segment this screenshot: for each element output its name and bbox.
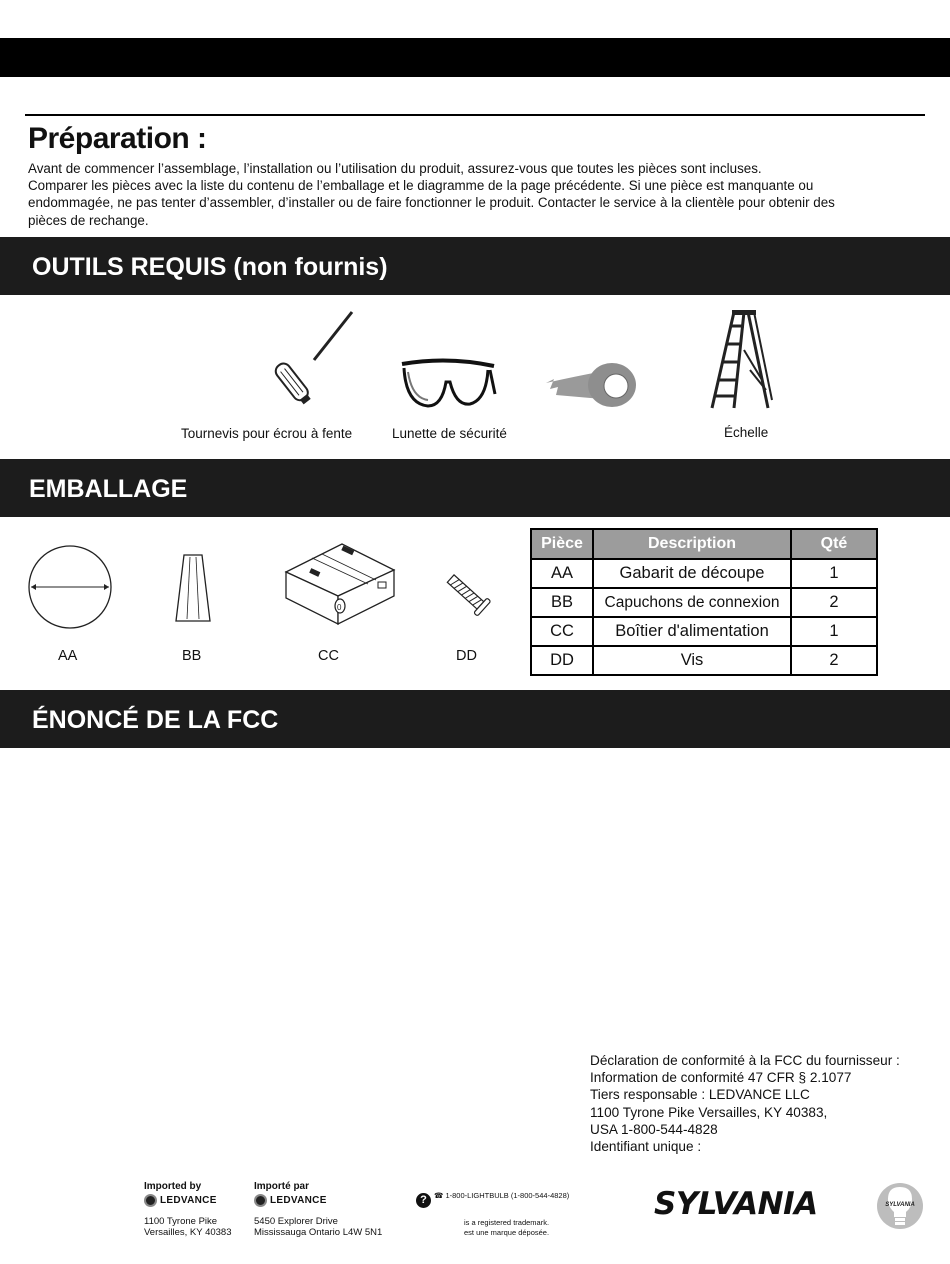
table-header-row [531,529,877,559]
table-row [531,646,877,675]
packaging-heading: EMBALLAGE [0,459,950,517]
table-cell: Gabarit de découpe [593,559,791,588]
preparation-line: endommagée, ne pas tenter d’assembler, d’installer ou de faire fonctionner le produit. Contacter le service à la clientèle pour obtenir des [28,195,835,211]
ledvance-logo-icon [144,1194,157,1207]
table-header: Qté [791,529,877,559]
table-row [531,617,877,646]
preparation-line: Comparer les pièces avec la liste du contenu de l’emballage et le diagramme de la page précédente. Si une pièce est manquante ou [28,178,814,194]
ca-address-line: 5450 Explorer Drive [254,1216,338,1227]
table-cell: 2 [791,646,877,675]
table-cell: Boîtier d'alimentation [593,617,791,646]
help-icon: ? [416,1193,431,1208]
table-header: Pièce [531,529,593,559]
tools-heading: OUTILS REQUIS (non fournis) [0,237,950,295]
ledvance-logo-ca [254,1194,327,1207]
ladder-icon [706,310,776,410]
ledvance-logo-text: LEDVANCE [270,1195,327,1206]
table-cell: AA [531,559,593,588]
table-cell: Capuchons de connexion [593,588,791,617]
bulb-logo-text: SYLVANIA [885,1202,915,1208]
phone-number: 1-800-LIGHTBULB (1-800-544-4828) [445,1191,570,1200]
preparation-title: Préparation : [28,122,207,155]
parts-table [530,528,878,676]
table-row [531,588,877,617]
table-header: Description [593,529,791,559]
fcc-line: Déclaration de conformité à la FCC du fournisseur : [590,1053,900,1068]
table-cell: BB [531,588,593,617]
preparation-line: pièces de rechange. [28,212,149,228]
ca-address [254,1216,382,1238]
wire-connector-icon [174,553,214,625]
header-rule [25,114,925,116]
part-label-dd: DD [456,648,477,664]
ledvance-logo-text: LEDVANCE [160,1195,217,1206]
part-label-bb: BB [182,648,202,664]
table-cell: DD [531,646,593,675]
tool-label-screwdriver: Tournevis pour écrou à fente [181,426,353,441]
trademark-note [464,1218,549,1238]
part-label-cc: CC [318,648,339,664]
tape-icon [542,355,642,411]
screw-icon [444,566,496,626]
phone-line [434,1191,569,1201]
fcc-line: USA 1-800-544-4828 [590,1121,718,1137]
tool-label-ladder: Échelle [724,425,769,440]
us-address-line: 1100 Tyrone Pike [144,1216,218,1227]
us-address [144,1216,232,1238]
fcc-line: Information de conformité 47 CFR § 2.1077 [590,1070,852,1086]
imported-by-label: Imported by [144,1181,202,1192]
fcc-declaration [590,1052,900,1155]
fcc-line: Identifiant unique : [590,1139,702,1155]
table-cell: 1 [791,559,877,588]
sylvania-logo: SYLVANIA [654,1186,818,1222]
power-box-icon [282,540,398,626]
phone-icon: ☎ [434,1191,444,1200]
importe-par-label: Importé par [254,1181,310,1192]
us-address-line: Versailles, KY 40383 [144,1227,232,1238]
ca-address-line: Mississauga Ontario L4W 5N1 [254,1227,383,1238]
table-cell: CC [531,617,593,646]
ledvance-logo-icon [254,1194,267,1207]
preparation-text [28,160,908,229]
ledvance-logo-us [144,1194,217,1207]
fcc-line: Tiers responsable : LEDVANCE LLC [590,1087,810,1103]
safety-glasses-icon [398,350,498,410]
tool-label-safety-glasses: Lunette de sécurité [392,426,507,441]
table-cell: Vis [593,646,791,675]
cutout-template-icon [26,543,116,633]
table-row [531,559,877,588]
fcc-heading: ÉNONCÉ DE LA FCC [0,690,950,748]
fcc-line: 1100 Tyrone Pike Versailles, KY 40383, [590,1104,828,1120]
preparation-line: Avant de commencer l’assemblage, l’installation ou l’utilisation du produit, assurez-vous que toutes les pièces sont incluses. [28,161,762,176]
table-cell: 1 [791,617,877,646]
svg-text:0: 0 [337,603,342,612]
table-cell: 2 [791,588,877,617]
part-label-aa: AA [58,648,78,664]
trademark-line: is a registered trademark. [464,1218,550,1227]
trademark-line: est une marque déposée. [464,1228,550,1237]
screwdriver-icon [262,308,362,410]
top-banner [0,38,950,77]
